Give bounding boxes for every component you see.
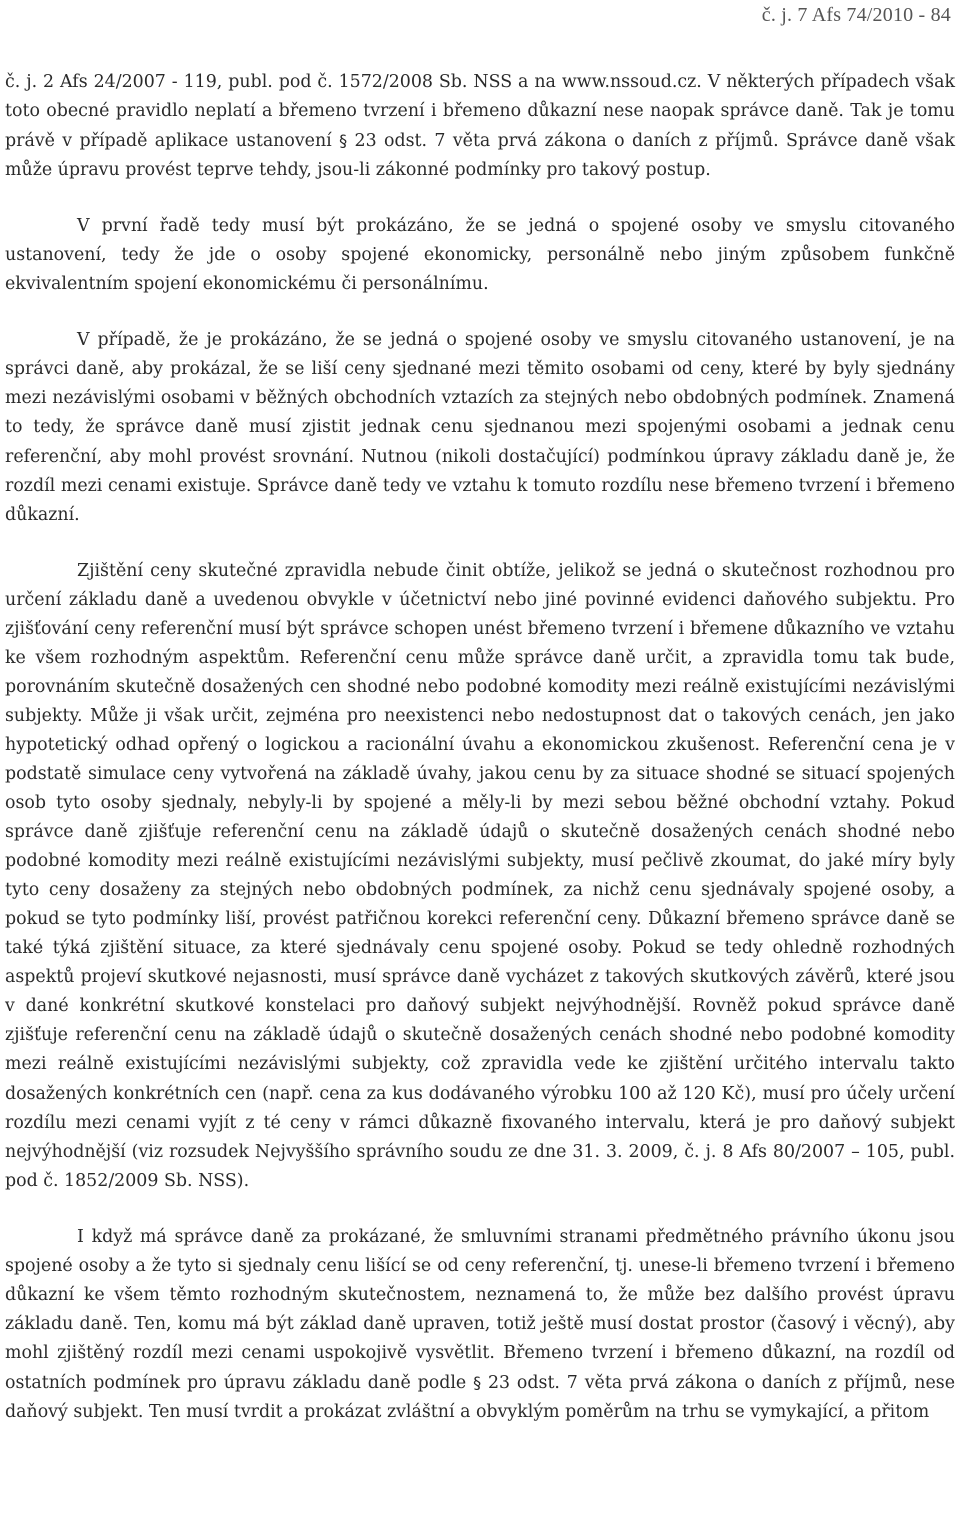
paragraph-5-text-a: I když má správce daně za prokázané, že smluvními stranami předmětného právního úkonu jsou spojené osoby a že tyto si sjednaly cenu lišící se od ceny referenční, tj. unese-li břemeno tvrzení i břemeno důkazní ke všem těmto rozhodným skutečnostem, neznamená to, že může bez dalšího provést úpravu základu daně. Ten, komu má být základ daně upraven, totiž ještě musí dostat prostor (časový i věcný), aby mohl zjištěný rozdíl mezi cenami uspokojivě vysvětlit. Břemeno tvrzení i břemeno důkazní, na rozdíl od ostatních podmínek pro úpravu základu daně podle xyxy=(5,1226,955,1393)
paragraph-1 xyxy=(5,68,955,185)
section-sign-1: § xyxy=(339,131,348,151)
paragraph-2: V první řadě tedy musí být prokázáno, že se jedná o spojené osoby ve smyslu citovaného ustanovení, tedy že jde o osoby spojené ekonomicky, personálně nebo jiným způsobem funkčně ekvivalentním spojení ekonomickému či personálnímu. xyxy=(5,216,955,295)
document-page xyxy=(5,0,955,1521)
paragraph-5 xyxy=(5,1223,955,1427)
paragraph-1-text-b: 23 odst. 7 věta prvá zákona o daních z příjmů. Správce daně však může úpravu provést teprve tehdy, jsou-li zákonné podmínky pro takový postup. xyxy=(5,131,956,181)
section-sign-2: § xyxy=(473,1372,482,1392)
paragraph-5-text-b: 23 odst. 7 věta prvá zákona o daních z příjmů, nese daňový subjekt. Ten musí tvrdit a prokázat zvláštní a obvyklým poměrům na trhu se vymykající, a přitom xyxy=(5,1372,956,1422)
paragraph-3: V případě, že je prokázáno, že se jedná o spojené osoby ve smyslu citovaného ustanovení, je na správci daně, aby prokázal, že se liší ceny sjednané mezi těmito osobami od ceny, které by byly sjednány mezi nezávislými osobami v běžných obchodních vztazích za stejných nebo obdobných podmínek. Znamená to tedy, že správce daně musí zjistit jednak cenu sjednanou mezi spojenými osobami a jednak cenu referenční, aby mohl provést srovnání. Nutnou (nikoli dostačující) podmínkou úpravy základu daně je, že rozdíl mezi cenami existuje. Správce daně tedy ve vztahu k tomuto rozdílu nese břemeno tvrzení i břemeno důkazní. xyxy=(5,330,955,525)
paragraph-1-text-a: č. j. 2 Afs 24/2007 - 119, publ. pod č. 1572/2008 Sb. NSS a na www.nssoud.cz. V některých případech však toto obecné pravidlo neplatí a břemeno tvrzení i břemeno důkazní nese naopak správce daně. Tak je tomu právě v případě aplikace ustanovení xyxy=(5,72,955,152)
case-reference-header: č. j. 7 Afs 74/2010 - 84 xyxy=(761,4,951,26)
paragraph-4: Zjištění ceny skutečné zpravidla nebude činit obtíže, jelikož se jedná o skutečnost rozhodnou pro určení základu daně a uvedenou obvykle v účetnictví nebo jiné povinné evidenci daňového subjektu. Pro zjišťování ceny referenční musí být správce schopen unést břemeno tvrzení i břemene důkazního ve vztahu ke všem rozhodným aspektům. Referenční cenu může správce daně určit, a zpravidla tomu tak bude, porovnáním skutečně dosažených cen shodné nebo podobné komodity mezi reálně existujícími nezávislými subjekty. Může ji však určit, zejména pro neexistenci nebo nedostupnost dat o takových cenách, jen jako hypotetický odhad opřený o logickou a racionální úvahu a ekonomickou zkušenost. Referenční cena je v podstatě simulace ceny vytvořená na základě úvahy, jakou cenu by za situace shodné se situací spojených osob tyto osoby sjednaly, nebyly-li by spojené a měly-li by mezi sebou běžné obchodní vztahy. Pokud správce daně zjišťuje referenční cenu na základě údajů o skutečně dosažených cenách shodné nebo podobné komodity mezi reálně existujícími nezávislými subjekty, musí pečlivě zkoumat, do jaké míry byly tyto ceny dosaženy za stejných nebo obdobných podmínek, za nichž cenu sjednávaly spojené osoby, a pokud se tyto podmínky liší, provést patřičnou korekci referenční ceny. Důkazní břemeno správce daně se také týká zjištění situace, za které sjednávaly cenu spojené osoby. Pokud se tedy ohledně rozhodných aspektů projeví skutkové nejasnosti, musí správce daně vycházet z takových skutkových závěrů, které jsou v dané konkrétní skutkové konstelaci pro daňový subjekt nejvýhodnější. Rovněž pokud správce daně zjišťuje referenční cenu na základě údajů o skutečně dosažených cenách shodné nebo podobné komodity mezi reálně existujícími nezávislými subjekty, což zpravidla vede ke zjištění určitého intervalu takto dosažených konkrétních cen (např. cena za kus dodávaného výrobku 100 až 120 Kč), musí pro účely určení rozdílu mezi cenami vyjít z té ceny v rámci důkazně fixovaného intervalu, která je pro daňový subjekt nejvýhodnější (viz rozsudek Nejvyššího správního soudu ze dne 31. 3. 2009, č. j. 8 Afs 80/2007 – 105, publ. pod č. 1852/2009 Sb. NSS). xyxy=(5,560,955,1191)
document-body xyxy=(5,68,955,1427)
